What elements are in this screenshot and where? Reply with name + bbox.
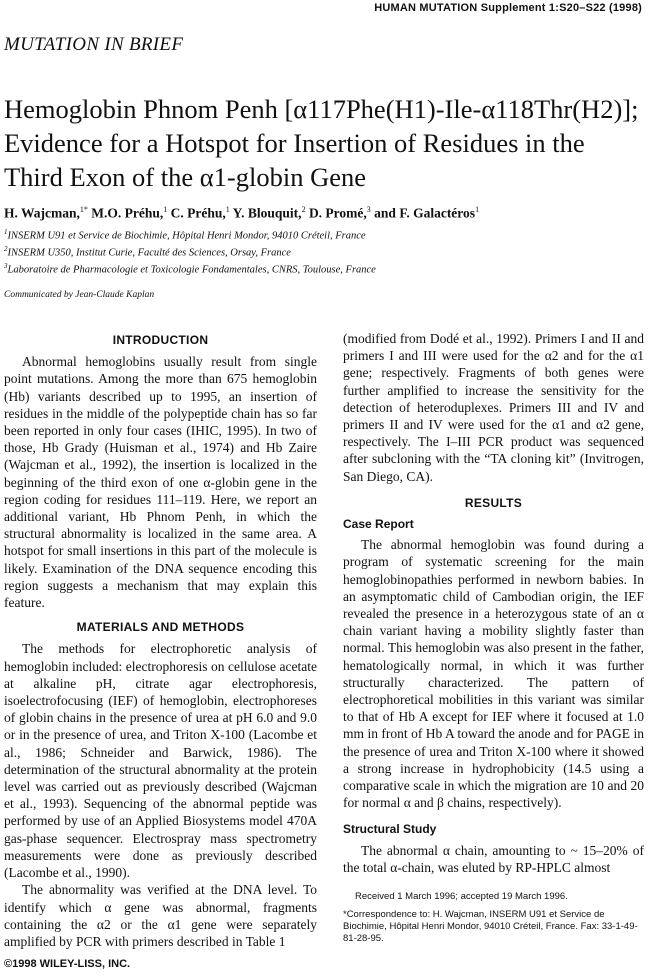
author-name: Y. Blouquit, xyxy=(229,205,302,221)
author-affiliation-mark: 1 xyxy=(475,205,480,214)
affiliation-2 xyxy=(4,245,291,259)
author-name: C. Préhu, xyxy=(167,205,226,221)
methods-continuation-paragraph: (modified from Dodé et al., 1992). Primers I and II and primers I and III were used for the α2 and for the α1 gene; respectively. Fragments of both genes were further amplified to increase the sensitivity for the detection of heteroduplexes. Primers III and IV and primers II and IV were used for the α1 and α2 gene, respectively. The I–III PCR product was sequenced after subcloning with the “TA cloning kit” (Invitrogen, San Diego, CA). xyxy=(343,331,644,484)
author-affiliation-mark: 2 xyxy=(301,205,306,214)
affiliation-mark: 1 xyxy=(4,228,8,236)
received-dates: Received 1 March 1996; accepted 19 March 1996. xyxy=(355,891,568,902)
introduction-heading: INTRODUCTION xyxy=(112,333,209,347)
journal-header: HUMAN MUTATION Supplement 1:S20–S22 (1998) xyxy=(374,2,642,14)
right-column xyxy=(343,330,644,876)
affiliation-3 xyxy=(4,262,376,276)
methods-paragraph-2: The abnormality was verified at the DNA level. To identify which α gene was abnormal, fragments containing the α2 or the α1 gene were separately amplified by PCR with primers described in Table 1 xyxy=(4,882,317,949)
author-list xyxy=(4,205,479,222)
author-affiliation-mark: 3 xyxy=(366,205,371,214)
affiliation-mark: 3 xyxy=(4,262,8,270)
author-affiliation-mark: 1 xyxy=(225,205,230,214)
introduction-paragraph: Abnormal hemoglobins usually result from single point mutations. Among the more than 675 hemoglobin (Hb) variants described up to 1995, an insertion of residues in the middle of the polypeptide chain has so far been reported in only four cases (IHIC, 1995). In two of those, Hb Grady (Huisman et al., 1974) and Hb Zaire (Wajcman et al., 1992), the insertion is localized in the beginning of the third exon of one α-globin gene in the region coding for residues 111–119. Here, we report an additional variant, Hb Phnom Penh, in which the structural abnormality is localized in the same area. A hotspot for small insertions in this part of the molecule is likely. Examination of the DNA sequence encoding this region suggests a mechanism that may explain this feature. xyxy=(4,354,317,611)
case-report-paragraph: The abnormal hemoglobin was found during a program of systematic screening for the main hemoglobinopathies performed in newborn babies. In an asymptomatic child of Cambodian origin, the IEF revealed the presence in a heterozygous state of an α chain variant having a mobility slightly faster than normal. This hemoglobin was also present in the father, hematologically normal, in which it was further structurally characterized. The pattern of electrophoretical mobilities in this variant was similar to that of Hb A except for IEF where it focused at 1.0 mm in front of Hb A toward the anode and for PAGE in the presence of urea and Triton X-100 where it showed a strong increase in hydrophobicity (14.5 using a comparative scale in which the migration are 10 and 20 for normal α and β chains, respectively). xyxy=(343,537,644,811)
correspondence-note: *Correspondence to: H. Wajcman, INSERM U91 et Service de Biochimie, Hôpital Henri Mondor, 94010 Créteil, France. Fax: 33-1-49-81-28-95. xyxy=(343,909,638,944)
author-affiliation-mark: 1* xyxy=(79,205,88,214)
structural-study-heading: Structural Study xyxy=(343,822,437,837)
communicated-by: Communicated by Jean-Claude Kaplan xyxy=(4,290,155,300)
methods-paragraph-1: The methods for electrophoretic analysis of hemoglobin included: electrophoresis on cellulose acetate at alkaline pH, citrate agar electrophoresis, isoelectrofocusing (IEF) of hemoglobin, electrophoreses of globin chains in the presence of urea at pH 6.0 and 9.0 or in the presence of urea, and Triton X-100 (Lacombe et al., 1986; Schneider and Barwick, 1986). The determination of the structural abnormality at the protein level was carried out as previously described (Wajcman et al., 1993). Sequencing of the abnormal peptide was performed by use of an Applied Biosystems model 470A gas-phase sequencer. Electrospray mass spectrometry measurements were done as previously described (Lacombe et al., 1990). xyxy=(4,641,317,881)
case-report-heading: Case Report xyxy=(343,517,414,532)
author-name: and F. Galactéros xyxy=(370,205,476,221)
affiliation-1 xyxy=(4,228,366,242)
copyright-notice: ©1998 WILEY-LISS, INC. xyxy=(4,958,131,970)
author-name: H. Wajcman, xyxy=(4,205,80,221)
article-title: Hemoglobin Phnom Penh [α117Phe(H1)-Ile-α118Thr(H2)]; Evidence for a Hotspot for Insertion of Residues in the Third Exon of the α1-globin Gene xyxy=(4,94,639,192)
methods-heading: MATERIALS AND METHODS xyxy=(76,620,245,635)
author-affiliation-mark: 1 xyxy=(163,205,168,214)
section-label: MUTATION IN BRIEF xyxy=(4,34,184,55)
results-heading: RESULTS xyxy=(464,495,523,510)
left-column xyxy=(4,330,317,950)
footnotes xyxy=(343,891,644,945)
affiliation-mark: 2 xyxy=(4,245,8,253)
author-name: M.O. Préhu, xyxy=(87,205,164,221)
affiliation-text: Laboratoire de Pharmacologie et Toxicologie Fondamentales, CNRS, Toulouse, France xyxy=(7,264,376,276)
structural-study-paragraph: The abnormal α chain, amounting to ~ 15–20% of the total α-chain, was eluted by RP-HPLC almost xyxy=(343,842,644,875)
affiliation-text: INSERM U91 et Service de Biochimie, Hôpital Henri Mondor, 94010 Créteil, France xyxy=(7,230,366,242)
affiliation-text: INSERM U350, Institut Curie, Faculté des Sciences, Orsay, France xyxy=(7,247,291,259)
author-name: D. Promé, xyxy=(305,205,367,221)
